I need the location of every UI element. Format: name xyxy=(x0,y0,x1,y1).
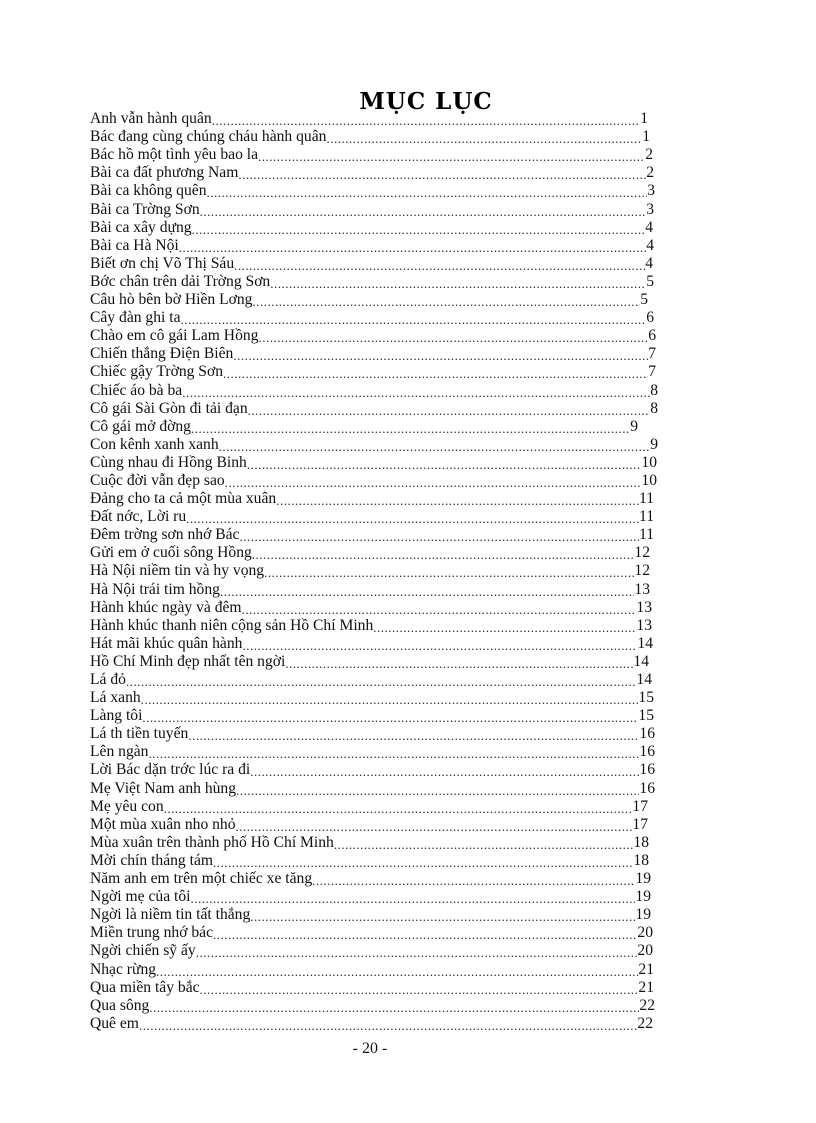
toc-entry xyxy=(90,924,655,942)
toc-entry-page: 12 xyxy=(634,544,650,562)
toc-entry-page: 5 xyxy=(640,291,648,309)
toc-entry-page: 14 xyxy=(637,634,653,652)
toc-entry xyxy=(90,635,655,653)
dot-leader xyxy=(207,186,648,200)
toc-entry-title: Bài ca đất phương Nam xyxy=(90,164,239,182)
dot-leader xyxy=(326,132,642,146)
dot-leader xyxy=(242,639,637,653)
dot-leader xyxy=(270,277,646,291)
toc-entry-title: Bớc chân trên dải Trờng Sơn xyxy=(90,272,271,290)
dot-leader xyxy=(373,621,636,635)
dot-leader xyxy=(190,892,635,906)
toc-entry xyxy=(90,273,656,291)
toc-entry xyxy=(90,526,656,544)
toc-entry-page: 21 xyxy=(638,960,654,978)
toc-entry xyxy=(90,200,656,218)
toc-entry-page: 17 xyxy=(632,797,648,815)
toc-entry-title: Mùa xuân trên thành phố Hồ Chí Minh xyxy=(90,833,334,851)
toc-entry xyxy=(90,997,657,1015)
table-of-contents xyxy=(90,110,658,1033)
toc-entry-title: Cùng nhau đi Hồng Binh xyxy=(90,453,247,471)
dot-leader xyxy=(139,1019,637,1033)
toc-entry xyxy=(90,580,652,598)
toc-entry xyxy=(90,381,660,399)
dot-leader xyxy=(182,386,650,400)
dot-leader xyxy=(334,838,634,852)
toc-entry-page: 11 xyxy=(638,526,654,544)
toc-entry-page: 13 xyxy=(634,580,650,598)
toc-entry xyxy=(90,798,650,816)
toc-entry-title: Hà Nội niềm tin và hy vọng xyxy=(90,562,265,580)
toc-entry-title: Nhạc rừng xyxy=(90,960,157,978)
toc-entry xyxy=(90,979,656,997)
toc-entry-page: 15 xyxy=(638,707,654,725)
toc-entry xyxy=(90,309,656,327)
toc-entry-page: 16 xyxy=(639,725,655,743)
page-title: MỤC LỤC xyxy=(359,88,493,115)
dot-leader xyxy=(236,784,639,798)
dot-leader xyxy=(258,150,645,164)
toc-entry-page: 8 xyxy=(650,399,658,417)
dot-leader xyxy=(248,404,651,418)
dot-leader xyxy=(252,548,635,562)
toc-entry-title: Hồ Chí Minh đẹp nhất tên ngời xyxy=(90,652,286,670)
toc-entry-page: 13 xyxy=(636,616,652,634)
toc-entry xyxy=(90,436,660,454)
dot-leader xyxy=(186,512,639,526)
toc-entry-title: Cô gái mở đờng xyxy=(90,417,191,435)
toc-entry xyxy=(90,490,656,508)
toc-entry-title: Hành khúc thanh niên cộng sản Hồ Chí Minh xyxy=(90,616,374,634)
toc-entry-title: Qua sông xyxy=(90,996,150,1014)
toc-entry-title: Lời Bác dặn trớc lúc ra đi xyxy=(90,761,251,779)
toc-entry-page: 17 xyxy=(632,815,648,833)
toc-entry-title: Hát mãi khúc quân hành xyxy=(90,634,243,652)
dot-leader xyxy=(200,205,647,219)
toc-entry xyxy=(90,689,656,707)
dot-leader xyxy=(148,747,639,761)
toc-entry xyxy=(90,888,653,906)
toc-entry xyxy=(90,472,659,490)
toc-entry-page: 16 xyxy=(639,779,655,797)
toc-entry-title: Lá xanh xyxy=(90,689,141,707)
toc-entry xyxy=(90,942,655,960)
toc-entry-title: Bác đang cùng chúng cháu hành quân xyxy=(90,128,327,146)
toc-entry-title: Cây đàn ghi ta xyxy=(90,309,181,327)
toc-entry-page: 9 xyxy=(650,435,658,453)
toc-entry-page: 16 xyxy=(639,743,655,761)
toc-entry-title: Chiếc áo bà ba xyxy=(90,381,183,399)
toc-entry-title: Lên ngàn xyxy=(90,743,149,761)
toc-entry-title: Năm anh em trên một chiếc xe tăng xyxy=(90,870,313,888)
toc-entry-title: Anh vẫn hành quân xyxy=(90,110,212,128)
toc-entry xyxy=(90,418,640,436)
dot-leader xyxy=(200,983,639,997)
toc-entry xyxy=(90,237,656,255)
toc-entry xyxy=(90,816,650,834)
toc-entry-title: Lá đỏ xyxy=(90,671,126,688)
dot-leader xyxy=(238,168,646,182)
toc-entry-title: Bài ca Trờng Sơn xyxy=(90,200,200,218)
toc-entry xyxy=(90,671,654,689)
dot-leader xyxy=(312,874,635,888)
toc-entry-page: 18 xyxy=(633,851,649,869)
toc-entry xyxy=(90,960,656,978)
toc-entry-title: Đảng cho ta cả một mùa xuân xyxy=(90,490,277,508)
toc-entry xyxy=(90,562,652,580)
toc-entry-page: 5 xyxy=(646,272,654,290)
toc-entry-page: 18 xyxy=(633,833,649,851)
toc-entry-title: Mẹ Việt Nam anh hùng xyxy=(90,779,237,797)
toc-entry-title: Mời chín tháng tám xyxy=(90,851,214,869)
dot-leader xyxy=(126,675,636,689)
toc-entry-title: Biết ơn chị Võ Thị Sáu xyxy=(90,254,235,272)
dot-leader xyxy=(164,802,633,816)
toc-entry xyxy=(90,743,657,761)
toc-entry-title: Đất nớc, Lời ru xyxy=(90,508,187,526)
toc-entry-title: Hành khúc ngày và đêm xyxy=(90,598,242,616)
toc-entry xyxy=(90,363,658,381)
toc-entry xyxy=(90,834,651,852)
toc-entry-title: Ngời chiến sỹ ấy xyxy=(90,942,196,960)
toc-entry-page: 9 xyxy=(630,417,638,435)
dot-leader xyxy=(264,566,634,580)
toc-entry xyxy=(90,653,651,671)
toc-entry-title: Cô gái Sài Gòn đi tải đạn xyxy=(90,399,248,417)
toc-entry xyxy=(90,146,655,164)
toc-entry xyxy=(90,327,658,345)
dot-leader xyxy=(247,458,642,472)
dot-leader xyxy=(223,367,648,381)
dot-leader xyxy=(213,928,637,942)
dot-leader xyxy=(276,494,639,508)
toc-entry xyxy=(90,544,652,562)
dot-leader xyxy=(141,693,639,707)
toc-entry-page: 4 xyxy=(645,218,653,236)
dot-leader xyxy=(258,331,648,345)
toc-entry xyxy=(90,400,660,418)
toc-entry-page: 6 xyxy=(646,309,654,327)
toc-entry-title: Con kênh xanh xanh xyxy=(90,435,219,453)
toc-entry xyxy=(90,508,656,526)
toc-entry xyxy=(90,182,657,200)
toc-entry-title: Hà Nội trái tim hồng xyxy=(90,580,220,598)
toc-entry xyxy=(90,1015,655,1033)
toc-entry-page: 22 xyxy=(639,996,655,1014)
toc-entry-title: Ngời là niềm tin tất thắng xyxy=(90,906,251,924)
toc-entry-page: 19 xyxy=(635,888,651,906)
toc-entry-page: 19 xyxy=(635,906,651,924)
dot-leader xyxy=(149,1001,639,1015)
toc-entry xyxy=(90,761,657,779)
toc-entry-title: Một mùa xuân nho nhỏ xyxy=(90,815,236,833)
toc-entry-page: 15 xyxy=(638,689,654,707)
toc-entry xyxy=(90,906,653,924)
toc-entry-page: 16 xyxy=(639,761,655,779)
toc-entry-title: Đêm trờng sơn nhớ Bác xyxy=(90,526,240,544)
toc-entry-title: Bài ca Hà Nội xyxy=(90,236,179,254)
toc-entry xyxy=(90,255,655,273)
toc-entry-title: Bài ca xây dựng xyxy=(90,218,192,236)
toc-entry-title: Chào em cô gái Lam Hồng xyxy=(90,327,259,345)
toc-entry-title: Bác hồ một tình yêu bao la xyxy=(90,146,259,164)
toc-entry-title: Lá th tiền tuyến xyxy=(90,725,189,743)
toc-entry-title: Quê em xyxy=(90,1014,139,1032)
dot-leader xyxy=(192,223,646,237)
toc-entry xyxy=(90,128,652,146)
toc-entry-title: Cuộc đời vẫn đẹp sao xyxy=(90,471,225,489)
toc-entry-title: Bài ca không quên xyxy=(90,182,207,200)
dot-leader xyxy=(213,856,633,870)
toc-entry-page: 14 xyxy=(636,671,652,688)
toc-entry-page: 4 xyxy=(646,236,654,254)
dot-leader xyxy=(191,422,630,436)
dot-leader xyxy=(252,295,640,309)
toc-entry-page: 6 xyxy=(648,327,656,345)
toc-entry-title: Gửi em ở cuối sông Hồng xyxy=(90,544,252,562)
toc-entry-page: 2 xyxy=(646,164,654,182)
toc-entry-title: Ngời mẹ của tôi xyxy=(90,888,191,906)
dot-leader xyxy=(196,946,638,960)
toc-entry-page: 13 xyxy=(636,598,652,616)
toc-entry-title: Chiến thắng Điện Biên xyxy=(90,345,234,363)
dot-leader xyxy=(250,910,635,924)
toc-entry-page: 1 xyxy=(642,128,650,146)
toc-entry-page: 1 xyxy=(640,110,648,128)
toc-entry-title: Qua miền tây bắc xyxy=(90,978,200,996)
dot-leader xyxy=(250,765,639,779)
dot-leader xyxy=(236,820,633,834)
dot-leader xyxy=(142,711,638,725)
toc-entry-title: Câu hò bên bờ Hiền Lơng xyxy=(90,291,253,309)
toc-entry xyxy=(90,779,657,797)
toc-entry-title: Chiếc gậy Trờng Sơn xyxy=(90,363,224,381)
dot-leader xyxy=(242,603,637,617)
toc-entry-page: 11 xyxy=(638,508,654,526)
toc-entry xyxy=(90,707,656,725)
toc-entry xyxy=(90,219,655,237)
toc-entry-page: 14 xyxy=(633,652,649,670)
toc-entry-page: 21 xyxy=(638,978,654,996)
toc-entry-page: 2 xyxy=(645,146,653,164)
toc-entry-page: 3 xyxy=(646,200,654,218)
dot-leader xyxy=(234,259,645,273)
toc-entry-page: 20 xyxy=(637,924,653,942)
toc-entry xyxy=(90,870,653,888)
toc-entry-page: 11 xyxy=(638,490,654,508)
toc-entry-page: 10 xyxy=(641,453,657,471)
toc-entry xyxy=(90,164,656,182)
dot-leader xyxy=(156,965,638,979)
dot-leader xyxy=(212,114,641,128)
dot-leader xyxy=(219,440,651,454)
toc-entry-title: Mẹ yêu con xyxy=(90,797,164,815)
toc-entry-page: 8 xyxy=(650,381,658,399)
toc-entry-page: 3 xyxy=(647,182,655,200)
toc-entry xyxy=(90,454,659,472)
toc-entry xyxy=(90,617,654,635)
toc-entry-page: 4 xyxy=(645,254,653,272)
toc-entry xyxy=(90,852,651,870)
dot-leader xyxy=(220,585,634,599)
toc-entry-page: 10 xyxy=(641,471,657,489)
toc-entry-page: 12 xyxy=(634,562,650,580)
toc-entry xyxy=(90,110,650,128)
toc-entry-title: Làng tôi xyxy=(90,707,143,725)
toc-entry-page: 7 xyxy=(648,363,656,381)
dot-leader xyxy=(179,241,646,255)
toc-entry-page: 7 xyxy=(648,345,656,363)
toc-entry-page: 22 xyxy=(637,1014,653,1032)
dot-leader xyxy=(233,349,648,363)
toc-entry xyxy=(90,599,654,617)
dot-leader xyxy=(188,729,639,743)
toc-entry xyxy=(90,291,650,309)
dot-leader xyxy=(225,476,642,490)
dot-leader xyxy=(181,313,647,327)
dot-leader xyxy=(285,657,633,671)
page-number: - 20 - xyxy=(352,1040,388,1057)
toc-entry-page: 20 xyxy=(637,942,653,960)
toc-entry xyxy=(90,345,658,363)
toc-entry-title: Miền trung nhớ bác xyxy=(90,924,214,942)
toc-entry-page: 19 xyxy=(635,870,651,888)
dot-leader xyxy=(239,530,639,544)
toc-entry xyxy=(90,725,657,743)
